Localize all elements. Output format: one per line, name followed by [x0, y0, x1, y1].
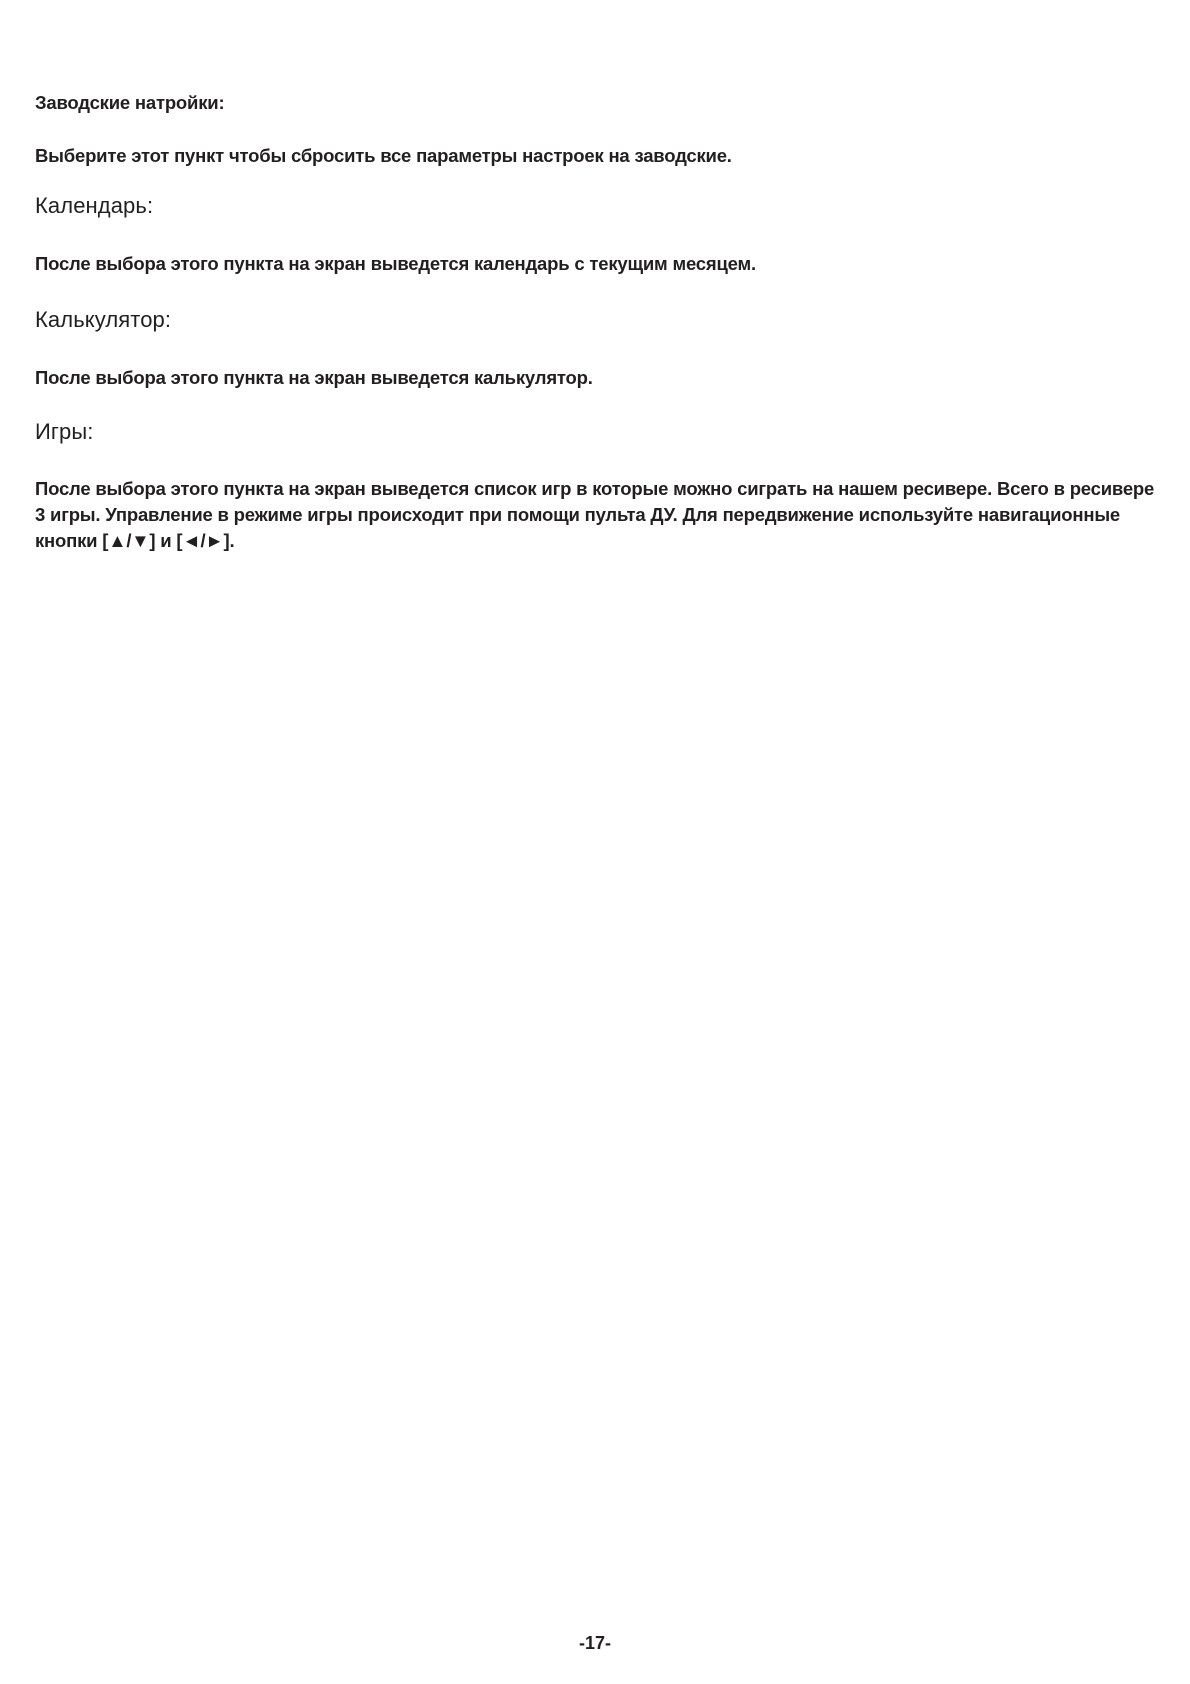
factory-settings-label: Заводские натройки: [35, 92, 225, 113]
calendar-heading: Календарь: [35, 193, 154, 218]
factory-settings-text: Выберите этот пункт чтобы сбросить все параметры настроек на заводские. [35, 145, 732, 166]
games-text [35, 476, 1165, 554]
page-number: -17- [578, 1633, 611, 1653]
calculator-heading: Калькулятор: [35, 307, 172, 332]
games-text-line-3: кнопки [▲/▼] и [◄/►]. [35, 530, 235, 551]
games-text-line-1: После выбора этого пункта на экран выведется список игр в которые можно сиграть на нашем ресивере. Всего в ресивере [35, 478, 1155, 499]
games-text-line-2: 3 игры. Управление в режиме игры происходит при помощи пульта ДУ. Для передвижение используйте навигационные [35, 504, 1121, 525]
calendar-text: После выбора этого пункта на экран выведется календарь с текущим месяцем. [35, 253, 756, 274]
calculator-text: После выбора этого пункта на экран выведется калькулятор. [35, 367, 593, 388]
games-heading: Игры: [35, 419, 94, 444]
